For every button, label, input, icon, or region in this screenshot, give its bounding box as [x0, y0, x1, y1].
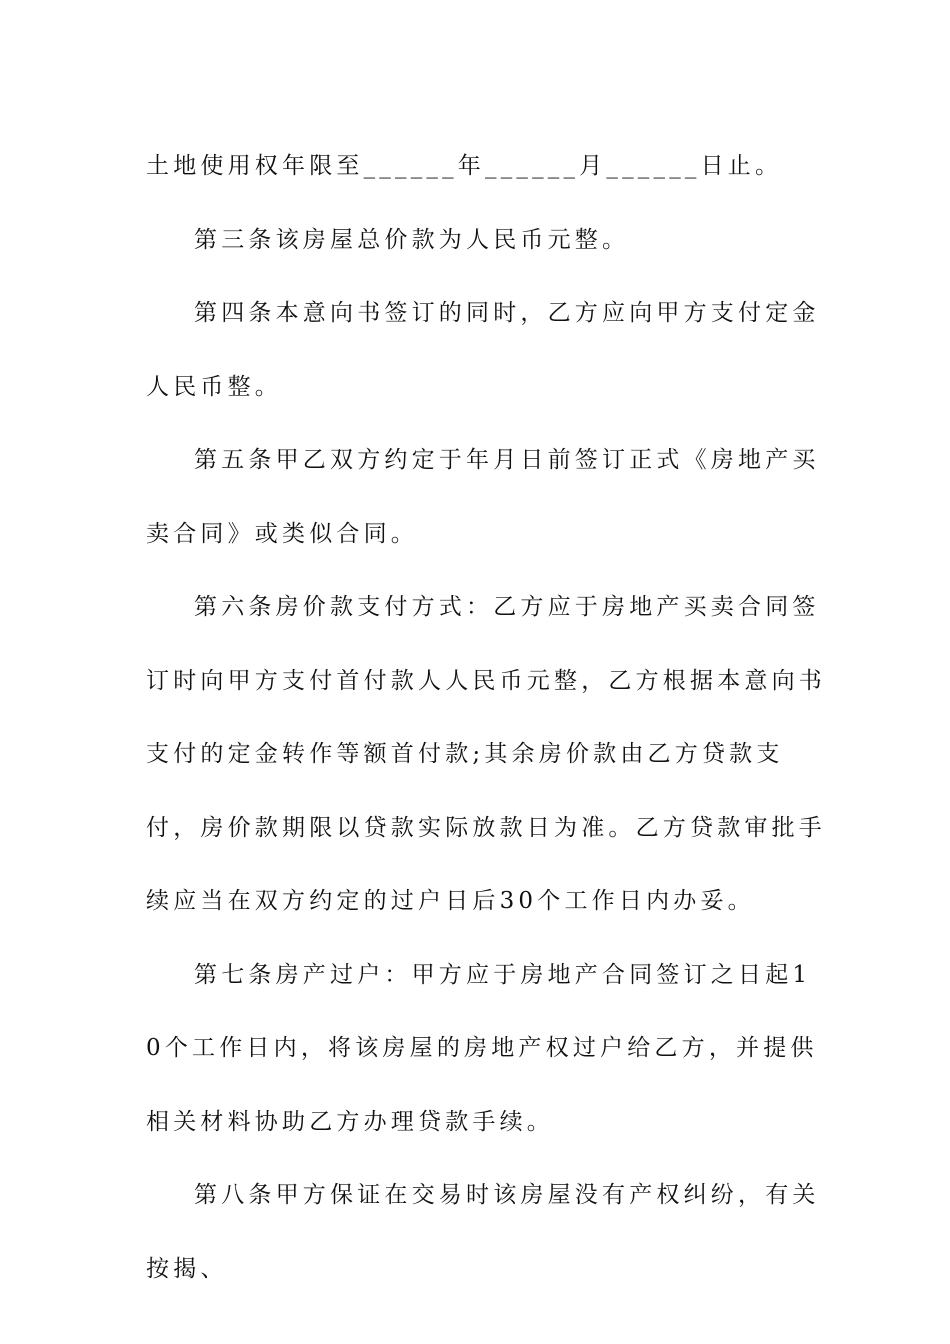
paragraph-article-8: 第八条甲方保证在交易时该房屋没有产权纠纷，有关按揭、 [146, 1182, 820, 1282]
document-body [146, 130, 826, 1306]
paragraph-land-use-term: 土地使用权年限至______年______月______日止。 [146, 153, 783, 179]
paragraph-article-7: 第七条房产过户：甲方应于房地产合同签订之日起10个工作日内，将该房屋的房地产权过户给乙方，并提供相关材料协助乙方办理贷款手续。 [146, 961, 818, 1135]
paragraph-article-6: 第六条房价款支付方式：乙方应于房地产买卖合同签订时向甲方支付首付款人人民币元整，乙方根据本意向书支付的定金转作等额首付款;其余房价款由乙方贷款支付，房价款期限以贷款实际放款日为准。乙方贷款审批手续应当在双方约定的过户日后30个工作日内办妥。 [146, 594, 826, 914]
paragraph-article-5: 第五条甲乙双方约定于年月日前签订正式《房地产买卖合同》或类似合同。 [146, 447, 820, 547]
paragraph-article-4: 第四条本意向书签订的同时，乙方应向甲方支付定金人民币整。 [146, 300, 820, 400]
paragraph-article-3: 第三条该房屋总价款为人民币元整。 [194, 226, 630, 253]
